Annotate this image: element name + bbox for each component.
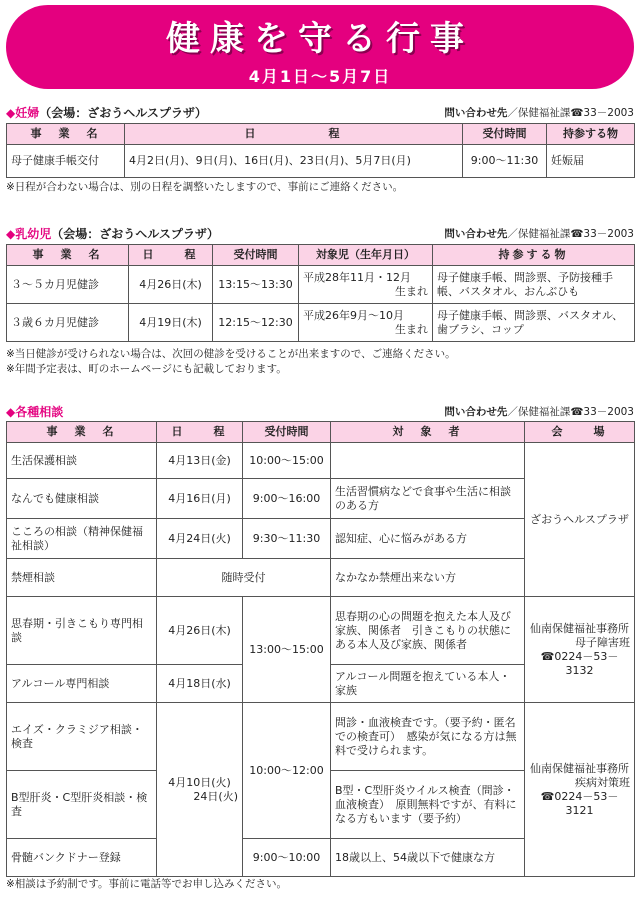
contact-info: ／保健福祉課☎33－2003 xyxy=(507,107,634,119)
program-target: 認知症、心に悩みがある方 xyxy=(331,519,525,559)
program-target: 思春期の心の問題を抱えた本人及び家族、関係者 引きこもりの状態にある本人及び家族、関係者 xyxy=(331,597,525,665)
program-time: 13:15～13:30 xyxy=(213,266,299,304)
col-header: 対象児（生年月日） xyxy=(299,245,433,266)
section-category: 妊婦 xyxy=(15,106,40,120)
program-time: 10:00～12:00 xyxy=(243,703,331,839)
program-name: 生活保護相談 xyxy=(7,443,157,479)
table-row xyxy=(7,145,635,178)
program-name: 母子健康手帳交付 xyxy=(7,145,125,178)
page-title: 健康を守る行事 xyxy=(166,19,474,59)
program-bring: 母子健康手帳、問診票、予防接種手帳、バスタオル、おんぶひも xyxy=(433,266,635,304)
program-bring: 妊娠届 xyxy=(547,145,635,178)
venue-team: 母子障害班 xyxy=(575,635,630,649)
venue-office: 仙南保健福祉事務所 xyxy=(530,621,629,635)
program-time: 9:00～11:30 xyxy=(463,145,547,178)
date-line: 4月10日(火) xyxy=(168,775,231,789)
program-date: 4月26日(木) xyxy=(157,597,243,665)
table-row xyxy=(7,597,635,665)
col-header: 持参する物 xyxy=(547,124,635,145)
program-target: 問診・血液検査です。（要予約・匿名での検査可） 感染が気になる方は無料で受けられます。 xyxy=(331,703,525,771)
col-header: 会 場 xyxy=(525,422,635,443)
program-dates: 4月2日(月)、9日(月)、16日(月)、23日(月)、5月7日(月) xyxy=(125,145,463,178)
diamond-icon: ◆ xyxy=(6,405,16,419)
col-header: 対 象 者 xyxy=(331,422,525,443)
program-name: アルコール専門相談 xyxy=(7,665,157,703)
section-header-pregnant xyxy=(6,104,634,120)
date-line: 24日(火) xyxy=(193,789,238,803)
table-row xyxy=(7,304,635,342)
note: ※日程が合わない場合は、別の日程を調整いたしますので、事前にご連絡ください。 xyxy=(6,181,404,193)
venue-phone: ☎0224－53－3121 xyxy=(540,789,619,817)
diamond-icon: ◆ xyxy=(6,106,16,120)
diamond-icon: ◆ xyxy=(6,227,16,241)
section-venue: （会場：ざおうヘルスプラザ） xyxy=(51,227,219,241)
program-time: 12:15～12:30 xyxy=(213,304,299,342)
target-suffix: 生まれ xyxy=(395,284,428,298)
program-bring: 母子健康手帳、問診票、バスタオル、歯ブラシ、コップ xyxy=(433,304,635,342)
contact-info: ／保健福祉課☎33－2003 xyxy=(507,228,634,240)
program-name: なんでも健康相談 xyxy=(7,479,157,519)
program-target: 18歳以上、54歳以下で健康な方 xyxy=(331,839,525,877)
program-time: 9:30～11:30 xyxy=(243,519,331,559)
pregnant-table xyxy=(6,123,635,178)
col-header: 持参する物 xyxy=(433,245,635,266)
col-header: 受付時間 xyxy=(213,245,299,266)
program-target xyxy=(299,266,433,304)
program-date xyxy=(157,703,243,877)
table-row xyxy=(7,703,635,771)
consult-table xyxy=(6,421,635,877)
infant-table xyxy=(6,244,635,342)
program-name: 骨髄バンクドナー登録 xyxy=(7,839,157,877)
venue-phone: ☎0224－53－3132 xyxy=(540,649,619,677)
note: ※相談は予約制です。事前に電話等でお申し込みください。 xyxy=(6,878,287,890)
section-category: 乳幼児 xyxy=(15,227,52,241)
section-category: 各種相談 xyxy=(15,405,64,419)
program-name: こころの相談（精神保健福祉相談） xyxy=(7,519,157,559)
target-suffix: 生まれ xyxy=(395,322,428,336)
target-birth: 平成26年9月～10月 xyxy=(303,308,404,322)
target-birth: 平成28年11月・12月 xyxy=(303,270,411,284)
program-target: 生活習慣病などで食事や生活に相談のある方 xyxy=(331,479,525,519)
program-time: 9:00～10:00 xyxy=(243,839,331,877)
col-header: 日 程 xyxy=(129,245,213,266)
program-date: 4月24日(火) xyxy=(157,519,243,559)
col-header: 事 業 名 xyxy=(7,422,157,443)
contact-label: 問い合わせ先 xyxy=(444,406,508,418)
program-target: アルコール問題を抱えている本人・家族 xyxy=(331,665,525,703)
program-time: 9:00～16:00 xyxy=(243,479,331,519)
program-name: エイズ・クラミジア相談・検査 xyxy=(7,703,157,771)
col-header: 日 程 xyxy=(125,124,463,145)
venue-shippei xyxy=(525,703,635,877)
program-name: 思春期・引きこもり専門相談 xyxy=(7,597,157,665)
program-date: 4月19日(木) xyxy=(129,304,213,342)
section-venue: （会場：ざおうヘルスプラザ） xyxy=(39,106,207,120)
col-header: 受付時間 xyxy=(463,124,547,145)
period-text: 4月1日～5月7日 xyxy=(248,67,392,86)
venue-zao: ざおうヘルスプラザ xyxy=(525,443,635,597)
venue-team: 疾病対策班 xyxy=(575,775,630,789)
col-header: 日 程 xyxy=(157,422,243,443)
program-name: ３歳６カ月児健診 xyxy=(7,304,129,342)
title-banner xyxy=(6,5,634,89)
program-date: 4月16日(月) xyxy=(157,479,243,519)
program-date: 4月18日(水) xyxy=(157,665,243,703)
program-time: 13:00～15:00 xyxy=(243,597,331,703)
col-header: 受付時間 xyxy=(243,422,331,443)
program-name: 禁煙相談 xyxy=(7,559,157,597)
table-row xyxy=(7,443,635,479)
contact-label: 問い合わせ先 xyxy=(444,107,508,119)
program-name: B型肝炎・C型肝炎相談・検査 xyxy=(7,771,157,839)
note: ※当日健診が受けられない場合は、次回の健診を受けることが出来ますので、ご連絡ください。 xyxy=(6,348,456,360)
program-target: なかなか禁煙出来ない方 xyxy=(331,559,525,597)
venue-boshi xyxy=(525,597,635,703)
program-name: ３～５カ月児健診 xyxy=(7,266,129,304)
venue-office: 仙南保健福祉事務所 xyxy=(530,761,629,775)
program-time: 10:00～15:00 xyxy=(243,443,331,479)
section-header-consult xyxy=(6,403,634,419)
col-header: 事 業 名 xyxy=(7,245,129,266)
contact-info: ／保健福祉課☎33－2003 xyxy=(507,406,634,418)
program-target: B型・C型肝炎ウイルス検査（問診・血液検査） 原則無料ですが、有料になる方もいます（要予約） xyxy=(331,771,525,839)
section-header-infant xyxy=(6,225,634,241)
contact-label: 問い合わせ先 xyxy=(444,228,508,240)
note: ※年間予定表は、町のホームページにも記載しております。 xyxy=(6,363,287,375)
program-target xyxy=(331,443,525,479)
program-date: 4月13日(金) xyxy=(157,443,243,479)
program-datetime: 随時受付 xyxy=(157,559,331,597)
table-row xyxy=(7,266,635,304)
col-header: 事 業 名 xyxy=(7,124,125,145)
program-target xyxy=(299,304,433,342)
program-date: 4月26日(木) xyxy=(129,266,213,304)
